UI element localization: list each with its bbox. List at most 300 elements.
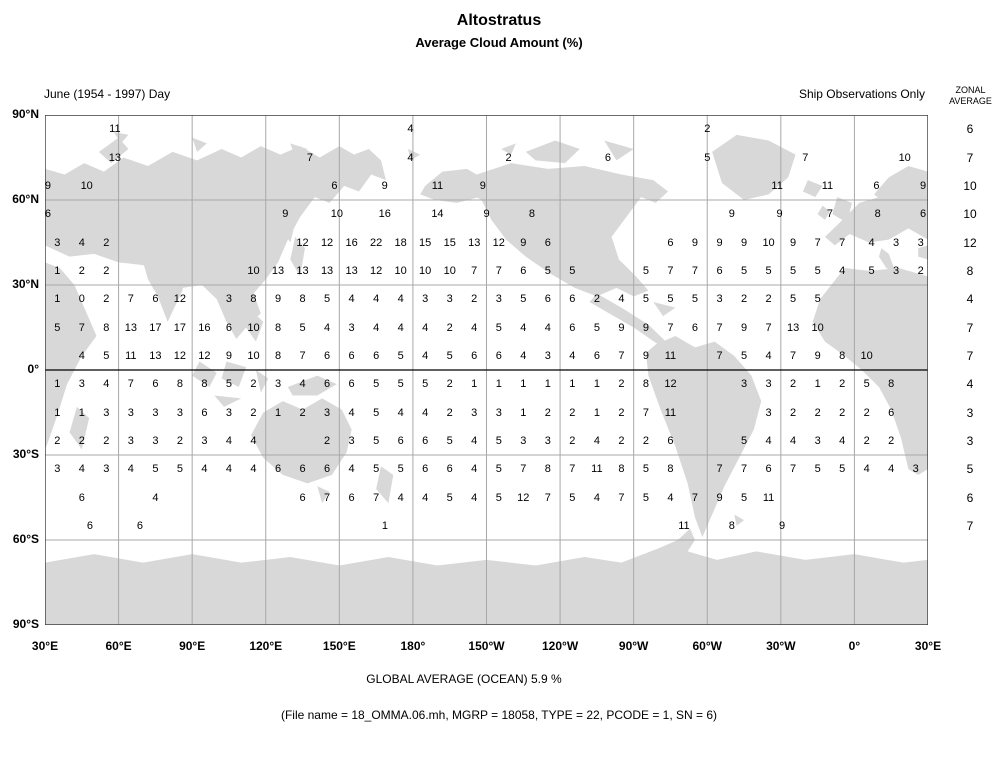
- cloud-amount-value: 13: [320, 264, 334, 277]
- cloud-amount-value: 7: [790, 463, 797, 476]
- cloud-amount-value: 1: [471, 378, 478, 391]
- cloud-amount-value: 8: [250, 293, 257, 306]
- cloud-amount-value: 15: [443, 236, 456, 249]
- zonal-average-value: 3: [966, 433, 974, 448]
- zonal-average-value: 7: [966, 348, 974, 363]
- cloud-amount-value: 2: [839, 406, 846, 419]
- zonal-average-value: 10: [963, 178, 977, 193]
- latitude-tick-label: 60°S: [12, 532, 39, 546]
- cloud-amount-value: 17: [149, 321, 162, 334]
- cloud-amount-value: 7: [299, 349, 306, 362]
- cloud-amount-value: 2: [618, 406, 625, 419]
- cloud-amount-value: 6: [324, 463, 331, 476]
- cloud-amount-value: 5: [765, 264, 772, 277]
- cloud-amount-value: 12: [296, 236, 309, 249]
- cloud-amount-value: 9: [225, 349, 233, 362]
- cloud-amount-value: 5: [495, 463, 502, 476]
- cloud-amount-value: 4: [348, 406, 355, 419]
- cloud-amount-value: 6: [78, 491, 85, 504]
- cloud-amount-value: 3: [324, 406, 331, 419]
- zonal-header-line2: AVERAGE: [949, 96, 992, 106]
- cloud-amount-value: 13: [345, 264, 358, 277]
- cloud-amount-value: 2: [814, 406, 821, 419]
- cloud-amount-value: 6: [544, 293, 551, 306]
- cloud-amount-value: 3: [103, 406, 110, 419]
- cloud-amount-value: 4: [422, 491, 429, 504]
- cloud-amount-value: 13: [149, 349, 162, 362]
- cloud-amount-value: 4: [407, 151, 414, 164]
- cloud-amount-value: 5: [868, 264, 875, 277]
- cloud-amount-value: 4: [78, 349, 85, 362]
- cloud-amount-value: 10: [419, 264, 432, 277]
- cloud-amount-value: 9: [776, 208, 783, 221]
- cloud-amount-value: 17: [173, 321, 187, 334]
- cloud-amount-value: 4: [397, 491, 404, 504]
- cloud-amount-value: 7: [765, 321, 772, 334]
- cloud-amount-value: 4: [103, 378, 110, 391]
- cloud-amount-value: 3: [917, 236, 924, 249]
- cloud-amount-value: 9: [716, 236, 723, 249]
- cloud-amount-value: 1: [54, 264, 61, 277]
- cloud-amount-value: 3: [54, 463, 61, 476]
- cloud-amount-value: 8: [618, 463, 625, 476]
- cloud-amount-value: 7: [544, 491, 551, 504]
- cloud-amount-value: 1: [593, 406, 600, 419]
- cloud-amount-value: 4: [765, 349, 772, 362]
- cloud-amount-value: 2: [790, 378, 797, 391]
- cloud-amount-value: 16: [198, 321, 211, 334]
- cloud-amount-value: 3: [274, 378, 282, 391]
- cloud-amount-value: 9: [274, 293, 282, 306]
- cloud-amount-value: 10: [247, 349, 260, 362]
- cloud-amount-value: 2: [618, 378, 625, 391]
- longitude-tick-label: 30°E: [31, 639, 59, 653]
- cloud-amount-value: 7: [667, 264, 674, 277]
- cloud-amount-value: 7: [790, 349, 797, 362]
- longitude-tick-label: 120°W: [542, 639, 579, 653]
- cloud-amount-value: 0: [78, 293, 85, 306]
- cloud-amount-value: 3: [152, 406, 159, 419]
- cloud-amount-value: 3: [893, 236, 900, 249]
- cloud-amount-value: 5: [863, 378, 870, 391]
- cloud-amount-value: 9: [740, 236, 748, 249]
- cloud-amount-value: 7: [740, 463, 748, 476]
- cloud-amount-value: 10: [247, 264, 260, 277]
- cloud-amount-value: 8: [642, 378, 649, 391]
- cloud-amount-value: 7: [520, 463, 527, 476]
- cloud-amount-value: 3: [814, 434, 821, 447]
- zonal-average-value: 7: [966, 320, 974, 335]
- cloud-amount-value: 6: [225, 321, 233, 334]
- cloud-amount-value: 4: [471, 434, 478, 447]
- cloud-amount-value: 6: [86, 519, 93, 532]
- cloud-amount-value: 4: [868, 236, 875, 249]
- cloud-amount-value: 6: [569, 321, 576, 334]
- cloud-amount-value: 1: [54, 378, 61, 391]
- cloud-amount-value: 3: [740, 378, 748, 391]
- cloud-amount-value: 7: [691, 264, 699, 277]
- cloud-amount-value: 5: [569, 491, 576, 504]
- cloud-amount-value: 7: [618, 491, 625, 504]
- cloud-amount-value: 9: [728, 208, 735, 221]
- cloud-amount-value: 11: [664, 349, 677, 362]
- cloud-amount-value: 4: [520, 349, 527, 362]
- cloud-amount-value: 4: [569, 349, 576, 362]
- cloud-amount-value: 6: [152, 293, 159, 306]
- cloud-amount-value: 4: [152, 491, 159, 504]
- longitude-tick-label: 0°: [848, 639, 861, 653]
- page-title: Altostratus: [456, 12, 542, 29]
- cloud-amount-value: 4: [471, 321, 478, 334]
- cloud-amount-value: 4: [888, 463, 895, 476]
- cloud-amount-value: 6: [495, 349, 502, 362]
- cloud-amount-value: 3: [54, 236, 61, 249]
- cloud-amount-value: 7: [691, 491, 699, 504]
- cloud-amount-value: 15: [419, 236, 432, 249]
- cloud-amount-value: 3: [348, 321, 355, 334]
- cloud-amount-value: 4: [373, 293, 380, 306]
- cloud-amount-value: 8: [299, 293, 306, 306]
- cloud-amount-value: 6: [331, 179, 338, 192]
- cloud-amount-value: 2: [839, 378, 846, 391]
- cloud-amount-value: 4: [765, 434, 772, 447]
- cloud-amount-value: 5: [667, 293, 674, 306]
- longitude-tick-label: 30°E: [914, 639, 942, 653]
- cloud-amount-value: 14: [431, 208, 444, 221]
- cloud-amount-value: 4: [348, 463, 355, 476]
- cloud-amount-value: 5: [642, 264, 649, 277]
- zonal-average-value: 12: [963, 235, 977, 250]
- cloud-amount-value: 4: [593, 434, 600, 447]
- cloud-amount-value: 3: [495, 406, 502, 419]
- cloud-amount-value: 6: [920, 208, 927, 221]
- cloud-amount-value: 7: [495, 264, 502, 277]
- cloud-amount-value: 9: [618, 321, 625, 334]
- cloud-amount-value: 3: [520, 434, 527, 447]
- cloud-amount-value: 4: [471, 491, 478, 504]
- cloud-amount-value: 1: [274, 406, 282, 419]
- cloud-amount-value: 5: [176, 463, 183, 476]
- cloud-amount-value: 6: [422, 434, 429, 447]
- cloud-amount-value: 2: [569, 406, 576, 419]
- cloud-amount-value: 9: [814, 349, 821, 362]
- cloud-amount-value: 2: [250, 406, 257, 419]
- global-average-label: GLOBAL AVERAGE (OCEAN) 5.9 %: [366, 672, 562, 686]
- cloud-amount-value: 8: [839, 349, 846, 362]
- cloud-amount-value: 2: [765, 293, 772, 306]
- cloud-amount-value: 5: [373, 406, 380, 419]
- cloud-amount-value: 9: [479, 179, 486, 192]
- cloud-amount-value: 5: [740, 491, 748, 504]
- cloud-amount-value: 5: [397, 463, 404, 476]
- cloud-amount-value: 5: [103, 349, 110, 362]
- longitude-tick-label: 60°E: [105, 639, 132, 653]
- cloud-amount-value: 2: [863, 434, 870, 447]
- cloud-amount-value: 1: [381, 519, 389, 532]
- cloud-amount-value: 2: [103, 434, 110, 447]
- cloud-amount-value: 16: [345, 236, 358, 249]
- cloud-amount-value: 2: [569, 434, 576, 447]
- observations-label: Ship Observations Only: [798, 87, 925, 101]
- cloud-amount-value: 2: [176, 434, 183, 447]
- cloud-amount-value: 5: [324, 293, 331, 306]
- cloud-amount-value: 3: [446, 293, 453, 306]
- cloud-amount-value: 6: [324, 349, 331, 362]
- cloud-amount-value: 3: [765, 406, 772, 419]
- cloud-amount-value: 3: [471, 406, 478, 419]
- cloud-amount-value: 3: [152, 434, 159, 447]
- cloud-amount-value: 4: [299, 378, 306, 391]
- cloud-amount-value: 9: [691, 236, 699, 249]
- cloud-amount-value: 2: [863, 406, 870, 419]
- cloud-amount-value: 4: [422, 321, 429, 334]
- cloud-amount-value: 12: [173, 349, 187, 362]
- cloud-amount-value: 3: [495, 293, 502, 306]
- cloud-amount-value: 4: [520, 321, 527, 334]
- cloud-amount-value: 18: [394, 236, 407, 249]
- cloud-amount-value: 6: [667, 236, 674, 249]
- cloud-amount-value: 2: [740, 293, 748, 306]
- cloud-amount-value: 7: [373, 491, 380, 504]
- cloud-amount-value: 6: [348, 349, 355, 362]
- cloud-amount-value: 2: [78, 264, 85, 277]
- cloud-amount-value: 5: [740, 434, 748, 447]
- zonal-average-value: 3: [966, 405, 974, 420]
- cloud-amount-value: 6: [201, 406, 208, 419]
- cloud-amount-value: 6: [348, 491, 355, 504]
- cloud-amount-value: 4: [373, 321, 380, 334]
- cloud-amount-value: 7: [667, 321, 674, 334]
- cloud-amount-value: 4: [225, 434, 233, 447]
- cloud-amount-value: 10: [860, 349, 873, 362]
- cloud-amount-value: 5: [495, 321, 502, 334]
- cloud-amount-value: 2: [78, 434, 85, 447]
- cloud-amount-value: 5: [54, 321, 61, 334]
- latitude-tick-label: 30°N: [12, 277, 39, 291]
- cloud-amount-value: 8: [274, 321, 282, 334]
- cloud-amount-value: 8: [544, 463, 551, 476]
- latitude-tick-label: 90°S: [12, 617, 39, 631]
- cloud-amount-value: 6: [274, 463, 282, 476]
- cloud-amount-value: 7: [306, 151, 313, 164]
- cloud-amount-value: 1: [544, 378, 551, 391]
- cloud-amount-value: 5: [152, 463, 159, 476]
- cloud-amount-value: 9: [282, 208, 289, 221]
- cloud-amount-value: 4: [250, 463, 257, 476]
- cloud-amount-value: 16: [378, 208, 391, 221]
- file-info-label: (File name = 18_OMMA.06.mh, MGRP = 18058, TYPE = 22, PCODE = 1, SN = 6): [280, 708, 718, 722]
- cloud-amount-value: 4: [593, 491, 600, 504]
- cloud-amount-value: 7: [127, 378, 134, 391]
- cloud-amount-value: 4: [127, 463, 134, 476]
- cloud-amount-value: 2: [103, 264, 110, 277]
- cloud-amount-value: 6: [888, 406, 895, 419]
- cloud-amount-value: 2: [917, 264, 924, 277]
- cloud-amount-value: 4: [201, 463, 208, 476]
- page-subtitle: Average Cloud Amount (%): [415, 35, 583, 50]
- cloud-amount-value: 1: [814, 378, 821, 391]
- cloud-amount-value: 2: [704, 123, 711, 136]
- cloud-amount-value: 1: [569, 378, 576, 391]
- cloud-amount-value: 1: [520, 406, 527, 419]
- cloud-amount-value: 8: [728, 519, 735, 532]
- cloud-amount-value: 22: [370, 236, 383, 249]
- cloud-amount-value: 5: [593, 321, 600, 334]
- cloud-amount-value: 6: [471, 349, 478, 362]
- cloud-amount-value: 8: [176, 378, 183, 391]
- cloud-amount-value: 5: [790, 293, 797, 306]
- longitude-tick-label: 90°W: [618, 639, 649, 653]
- cloud-amount-value: 6: [873, 179, 880, 192]
- cloud-amount-value: 2: [505, 151, 512, 164]
- cloud-amount-value: 10: [247, 321, 260, 334]
- cloud-amount-value: 5: [397, 349, 404, 362]
- cloud-amount-value: 4: [397, 293, 404, 306]
- cloud-amount-value: 2: [103, 293, 110, 306]
- zonal-average-value: 6: [966, 490, 974, 505]
- cloud-amount-value: 3: [201, 434, 208, 447]
- cloud-amount-value: 9: [483, 208, 490, 221]
- cloud-amount-value: 9: [520, 236, 527, 249]
- cloud-amount-value: 2: [446, 321, 453, 334]
- longitude-tick-label: 150°E: [322, 639, 356, 653]
- cloud-amount-value: 11: [678, 519, 690, 532]
- cloud-amount-value: 5: [569, 264, 576, 277]
- cloud-amount-value: 9: [790, 236, 797, 249]
- cloud-amount-value: 13: [296, 264, 309, 277]
- cloud-amount-value: 11: [591, 463, 603, 476]
- cloud-amount-value: 7: [569, 463, 576, 476]
- cloud-amount-value: 7: [814, 236, 821, 249]
- cloud-amount-value: 4: [78, 463, 85, 476]
- cloud-amount-value: 12: [492, 236, 505, 249]
- cloud-amount-value: 10: [80, 179, 93, 192]
- cloud-amount-value: 9: [716, 491, 723, 504]
- period-label: June (1954 - 1997) Day: [44, 87, 171, 101]
- zonal-average-value: 5: [966, 462, 974, 477]
- cloud-amount-value: 4: [250, 434, 257, 447]
- cloud-amount-value: 6: [152, 378, 159, 391]
- cloud-amount-value: 2: [324, 434, 331, 447]
- cloud-amount-value: 6: [44, 208, 51, 221]
- cloud-amount-value: 5: [642, 463, 649, 476]
- cloud-amount-value: 5: [373, 463, 380, 476]
- cloud-amount-value: 3: [78, 378, 85, 391]
- cloud-amount-value: 3: [912, 463, 919, 476]
- cloud-amount-value: 5: [740, 264, 748, 277]
- cloud-amount-value: 4: [397, 321, 404, 334]
- cloud-amount-value: 4: [397, 406, 404, 419]
- cloud-amount-value: 2: [471, 293, 478, 306]
- cloud-amount-value: 2: [250, 378, 257, 391]
- cloud-amount-value: 5: [642, 293, 649, 306]
- cloud-amount-value: 5: [790, 264, 797, 277]
- longitude-tick-label: 120°E: [249, 639, 283, 653]
- cloud-amount-value: 6: [348, 378, 355, 391]
- cloud-amount-value: 8: [274, 349, 282, 362]
- cloud-amount-value: 7: [716, 349, 723, 362]
- cloud-amount-value: 11: [125, 349, 137, 362]
- cloud-amount-value: 7: [618, 349, 625, 362]
- cloud-amount-value: 5: [446, 434, 453, 447]
- cloud-amount-value: 5: [704, 151, 711, 164]
- cloud-amount-value: 4: [471, 463, 478, 476]
- cloud-amount-value: 5: [397, 378, 404, 391]
- cloud-amount-value: 5: [373, 378, 380, 391]
- zonal-average-value: 8: [966, 263, 974, 278]
- zonal-average-value: 10: [963, 207, 977, 222]
- cloud-amount-value: 1: [78, 406, 85, 419]
- cloud-amount-value: 4: [407, 123, 414, 136]
- cloud-amount-value: 7: [826, 208, 833, 221]
- latitude-tick-label: 90°N: [12, 107, 39, 121]
- cloud-amount-value: 11: [771, 179, 783, 192]
- cloud-amount-value: 5: [373, 434, 380, 447]
- cloud-amount-value: 6: [299, 491, 306, 504]
- cloud-amount-value: 6: [299, 463, 306, 476]
- cloud-amount-value: 12: [198, 349, 211, 362]
- cloud-amount-value: 2: [54, 434, 61, 447]
- cloud-amount-value: 9: [920, 179, 927, 192]
- cloud-amount-value: 3: [225, 406, 233, 419]
- cloud-amount-value: 12: [173, 293, 187, 306]
- cloud-amount-value: 5: [422, 378, 429, 391]
- cloud-amount-value: 4: [324, 321, 331, 334]
- longitude-tick-label: 60°W: [692, 639, 722, 653]
- longitude-tick-label: 150°W: [468, 639, 505, 653]
- cloud-amount-value: 5: [495, 434, 502, 447]
- cloud-amount-value: 1: [54, 293, 61, 306]
- cloud-amount-value: 5: [495, 491, 502, 504]
- cloud-amount-value: 13: [468, 236, 481, 249]
- cloud-amount-value: 5: [814, 463, 821, 476]
- cloud-amount-value: 3: [893, 264, 900, 277]
- longitude-tick-label: 90°E: [179, 639, 206, 653]
- cloud-amount-value: 2: [103, 236, 110, 249]
- cloud-amount-value: 4: [839, 434, 846, 447]
- cloud-amount-value: 5: [691, 293, 699, 306]
- cloud-amount-value: 1: [54, 406, 61, 419]
- cloud-amount-value: 6: [397, 434, 404, 447]
- zonal-average-value: 7: [966, 518, 974, 533]
- cloud-amount-value: 8: [528, 208, 535, 221]
- longitude-tick-label: 30°W: [766, 639, 796, 653]
- cloud-amount-value: 5: [814, 264, 821, 277]
- cloud-amount-value: 7: [471, 264, 478, 277]
- cloud-amount-value: 2: [446, 406, 453, 419]
- cloud-amount-value: 10: [330, 208, 343, 221]
- cloud-amount-value: 3: [176, 406, 183, 419]
- cloud-amount-value: 12: [320, 236, 334, 249]
- cloud-amount-value: 11: [762, 491, 775, 504]
- cloud-amount-value: 11: [109, 123, 121, 136]
- cloud-amount-value: 2: [790, 406, 797, 419]
- cloud-amount-value: 3: [127, 434, 134, 447]
- cloud-amount-value: 7: [324, 491, 331, 504]
- cloud-amount-value: 1: [520, 378, 527, 391]
- cloud-amount-value: 2: [593, 293, 600, 306]
- latitude-tick-label: 60°N: [12, 192, 39, 206]
- cloud-amount-value: 6: [373, 349, 380, 362]
- cloud-amount-value: 2: [446, 378, 453, 391]
- cloud-amount-value: 6: [446, 463, 453, 476]
- cloud-amount-value: 3: [103, 463, 110, 476]
- cloud-amount-value: 3: [765, 378, 772, 391]
- cloud-amount-value: 9: [381, 179, 388, 192]
- cloud-amount-value: 7: [716, 463, 723, 476]
- cloud-amount-value: 13: [786, 321, 800, 334]
- cloud-amount-value: 6: [765, 463, 772, 476]
